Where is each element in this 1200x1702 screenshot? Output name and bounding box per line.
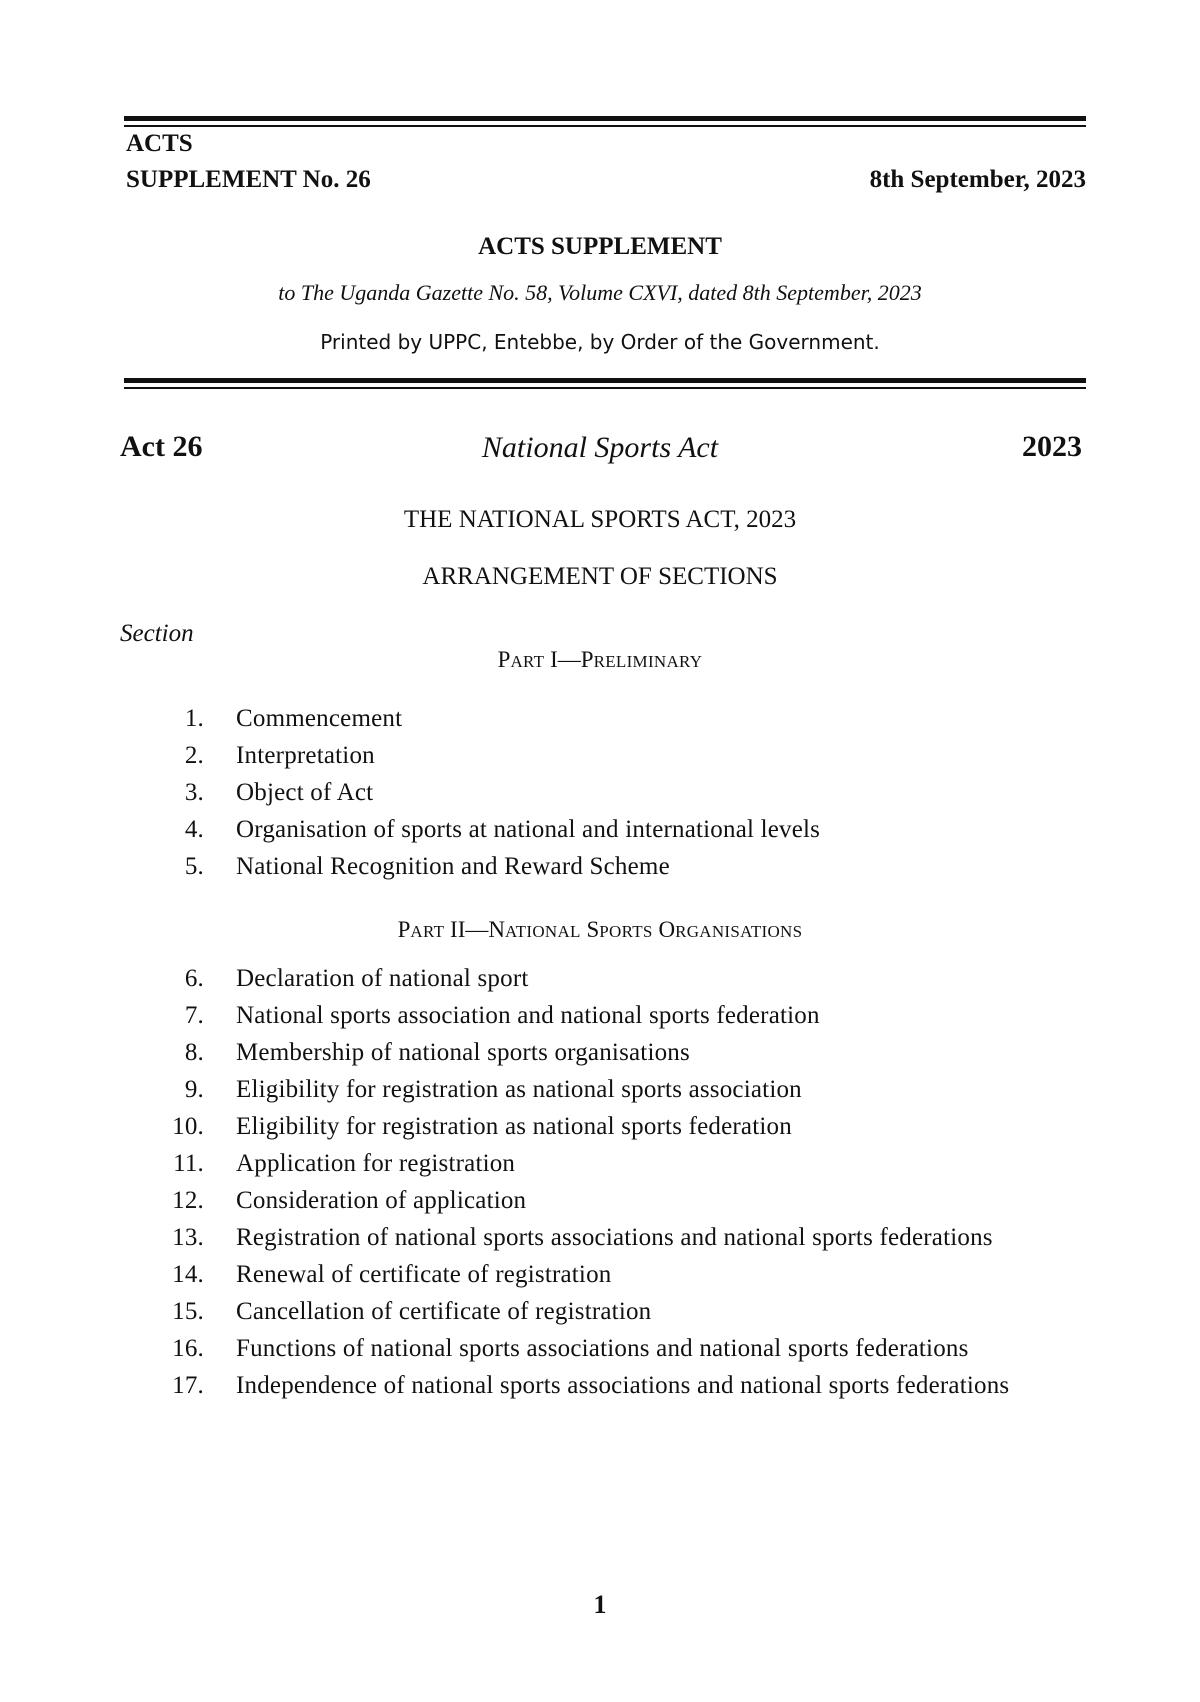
section-title: Organisation of sports at national and international levels: [236, 816, 821, 843]
section-title: Cancellation of certificate of registration: [236, 1298, 652, 1325]
list-item[interactable]: [124, 737, 1086, 774]
page-number: 1: [593, 1590, 607, 1619]
section-title: Registration of national sports associations and national sports federations: [236, 1224, 993, 1251]
section-number: 10.: [172, 1113, 204, 1140]
printer-line: Printed by UPPC, Entebbe, by Order of the Government.: [320, 330, 880, 354]
section-number: 15.: [172, 1298, 204, 1325]
list-item[interactable]: [124, 1367, 1086, 1404]
list-item[interactable]: [124, 1182, 1086, 1219]
section-number: 14.: [172, 1261, 204, 1288]
section-title: Functions of national sports associations and national sports federations: [236, 1335, 969, 1362]
list-item[interactable]: [124, 1219, 1086, 1256]
section-title: Renewal of certificate of registration: [236, 1261, 612, 1288]
section-number: 8.: [184, 1039, 204, 1066]
list-item[interactable]: [124, 811, 1086, 848]
section-title: Application for registration: [236, 1150, 516, 1177]
section-number: 6.: [184, 965, 204, 992]
section-title: Interpretation: [236, 742, 375, 769]
list-item[interactable]: [124, 848, 1086, 885]
list-item[interactable]: [124, 997, 1086, 1034]
part-2-sections: [124, 960, 1086, 1404]
section-number: 9.: [184, 1076, 204, 1103]
section-number: 7.: [184, 1002, 204, 1029]
part-heading: PART I—PRELIMINARY: [497, 647, 703, 672]
document-title: THE NATIONAL SPORTS ACT, 2023: [403, 506, 797, 533]
list-item[interactable]: [124, 1145, 1086, 1182]
section-title: Membership of national sports organisations: [236, 1039, 690, 1066]
section-number: 11.: [173, 1150, 204, 1177]
act-number: Act 26: [120, 430, 203, 463]
section-number: 12.: [172, 1187, 204, 1214]
top-rule: [124, 116, 1086, 127]
supplement-date: 8th September, 2023: [869, 166, 1086, 193]
section-title: National sports association and national sports federation: [236, 1002, 820, 1029]
section-number: 2.: [184, 742, 204, 769]
section-title: National Recognition and Reward Scheme: [236, 853, 670, 880]
list-item[interactable]: [124, 1330, 1086, 1367]
document-subtitle: ARRANGEMENT OF SECTIONS: [422, 563, 778, 590]
section-number: 1.: [184, 705, 204, 732]
supplement-number: SUPPLEMENT No. 26: [126, 166, 371, 193]
section-number: 16.: [172, 1335, 204, 1362]
section-column-label: Section: [120, 620, 194, 647]
section-title: Independence of national sports associations and national sports federations: [236, 1372, 1010, 1399]
section-number: 17.: [172, 1372, 204, 1399]
list-item[interactable]: [124, 960, 1086, 997]
section-number: 4.: [184, 816, 204, 843]
part-heading: PART II—NATIONAL SPORTS ORGANISATIONS: [397, 917, 803, 942]
part-1-sections: [124, 700, 1086, 885]
list-item[interactable]: [124, 1293, 1086, 1330]
acts-label: ACTS: [126, 130, 193, 157]
supplement-title: ACTS SUPPLEMENT: [478, 233, 722, 260]
list-item[interactable]: [124, 1034, 1086, 1071]
section-title: Declaration of national sport: [236, 965, 529, 992]
list-item[interactable]: [124, 1071, 1086, 1108]
list-item[interactable]: [124, 1108, 1086, 1145]
section-title: Commencement: [236, 705, 403, 732]
section-title: Eligibility for registration as national sports association: [236, 1076, 802, 1103]
list-item[interactable]: [124, 774, 1086, 811]
act-name: National Sports Act: [481, 431, 719, 464]
header-bottom-rule: [124, 378, 1086, 389]
act-year: 2023: [1022, 430, 1082, 463]
section-number: 5.: [184, 853, 204, 880]
section-number: 13.: [172, 1224, 204, 1251]
section-title: Object of Act: [236, 779, 374, 806]
section-title: Consideration of application: [236, 1187, 527, 1214]
section-number: 3.: [184, 779, 204, 806]
section-title: Eligibility for registration as national sports federation: [236, 1113, 792, 1140]
list-item[interactable]: [124, 700, 1086, 737]
gazette-reference: to The Uganda Gazette No. 58, Volume CXVI, dated 8th September, 2023: [278, 280, 922, 305]
list-item[interactable]: [124, 1256, 1086, 1293]
